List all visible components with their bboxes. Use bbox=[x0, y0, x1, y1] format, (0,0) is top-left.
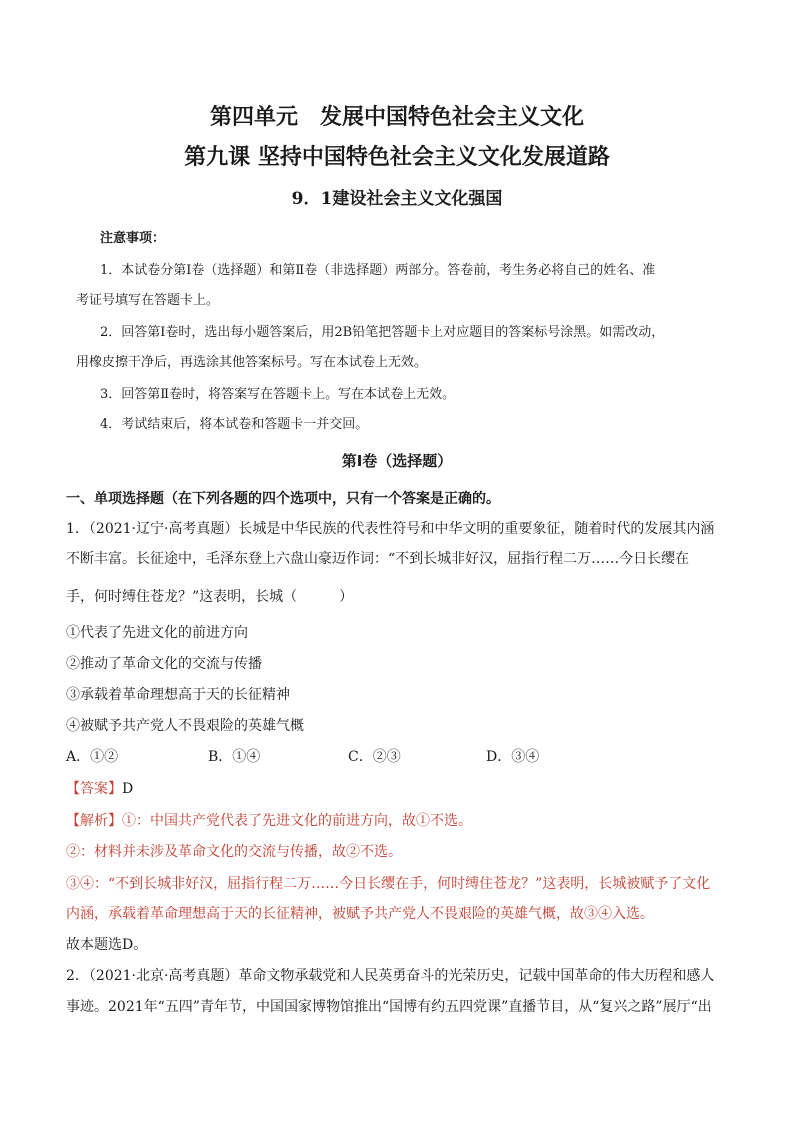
analysis-line: ③④：“不到长城非好汉，屈指行程二万……今日长缨在手，何时缚住苍龙？”这表明，长城被赋予了文化 bbox=[66, 876, 711, 892]
statement: ③承载着革命理想高于天的长征精神 bbox=[66, 687, 290, 703]
analysis-label: 【解析】 bbox=[66, 813, 122, 829]
conclusion: 故本题选D。 bbox=[66, 937, 148, 953]
question-stem: 不断丰富。长征途中，毛泽东登上六盘山豪迈作词：“不到长城非好汉，屈指行程二万……今日长缨在 bbox=[66, 551, 690, 567]
notice-line: 4．考试结束后，将本试卷和答题卡一并交回。 bbox=[100, 417, 369, 432]
section-title: 9．1建设社会主义文化强国 bbox=[291, 189, 503, 209]
question-stem: 1．（2021·辽宁·高考真题）长城是中华民族的代表性符号和中华文明的重要象征，随着时代的发展其内涵 bbox=[66, 521, 715, 537]
lesson-title: 第九课 坚持中国特色社会主义文化发展道路 bbox=[184, 145, 610, 170]
question-stem: 2．（2021·北京·高考真题）革命文物承载党和人民英勇奋斗的光荣历史，记载中国革命的伟大历程和感人 bbox=[66, 968, 715, 984]
question-stem: 事迹。2021年“五四”青年节，中国国家博物馆推出“国博有约五四党课”直播节目，从“复兴之路”展厅“出 bbox=[66, 999, 712, 1015]
notice-heading: 注意事项： bbox=[100, 231, 166, 246]
notice-line: 考证号填写在答题卡上。 bbox=[76, 293, 220, 308]
statement: ④被赋予共产党人不畏艰险的英雄气概 bbox=[66, 718, 304, 734]
analysis-line: 内涵，承载着革命理想高于天的长征精神，被赋予共产党人不畏艰险的英雄气概，故③④入选。 bbox=[66, 906, 654, 922]
analysis-row bbox=[66, 812, 472, 830]
statement: ②推动了革命文化的交流与传播 bbox=[66, 656, 262, 672]
statement: ①代表了先进文化的前进方向 bbox=[66, 625, 248, 641]
analysis-line: ①：中国共产党代表了先进文化的前进方向，故①不选。 bbox=[122, 813, 472, 829]
answer-label: 【答案】 bbox=[66, 781, 122, 797]
notice-line: 3．回答第Ⅱ卷时，将答案写在答题卡上。写在本试卷上无效。 bbox=[100, 387, 456, 402]
notice-line: 用橡皮擦干净后，再选涂其他答案标号。写在本试卷上无效。 bbox=[76, 355, 428, 370]
notice-line: 2．回答第Ⅰ卷时，选出每小题答案后，用2B铅笔把答题卡上对应题目的答案标号涂黑。如需改动， bbox=[100, 325, 665, 340]
option-a: A．①② bbox=[66, 749, 119, 765]
section-heading: 一、单项选择题（在下列各题的四个选项中，只有一个答案是正确的。 bbox=[66, 491, 500, 507]
unit-title: 第四单元 发展中国特色社会主义文化 bbox=[209, 105, 584, 130]
option-b: B．①④ bbox=[208, 749, 261, 765]
option-d: D．③④ bbox=[486, 749, 540, 765]
question-stem: 手，何时缚住苍龙？”这表明，长城（ ） bbox=[66, 589, 354, 605]
answer-value: D bbox=[122, 781, 134, 797]
answer-row bbox=[66, 780, 133, 798]
analysis-line: ②：材料并未涉及革命文化的交流与传播，故②不选。 bbox=[66, 844, 402, 860]
part1-title: 第Ⅰ卷（选择题） bbox=[341, 452, 453, 470]
notice-line: 1．本试卷分第Ⅰ卷（选择题）和第Ⅱ卷（非选择题）两部分。答卷前，考生务必将自己的姓名、准 bbox=[100, 263, 656, 278]
option-c: C．②③ bbox=[348, 749, 401, 765]
